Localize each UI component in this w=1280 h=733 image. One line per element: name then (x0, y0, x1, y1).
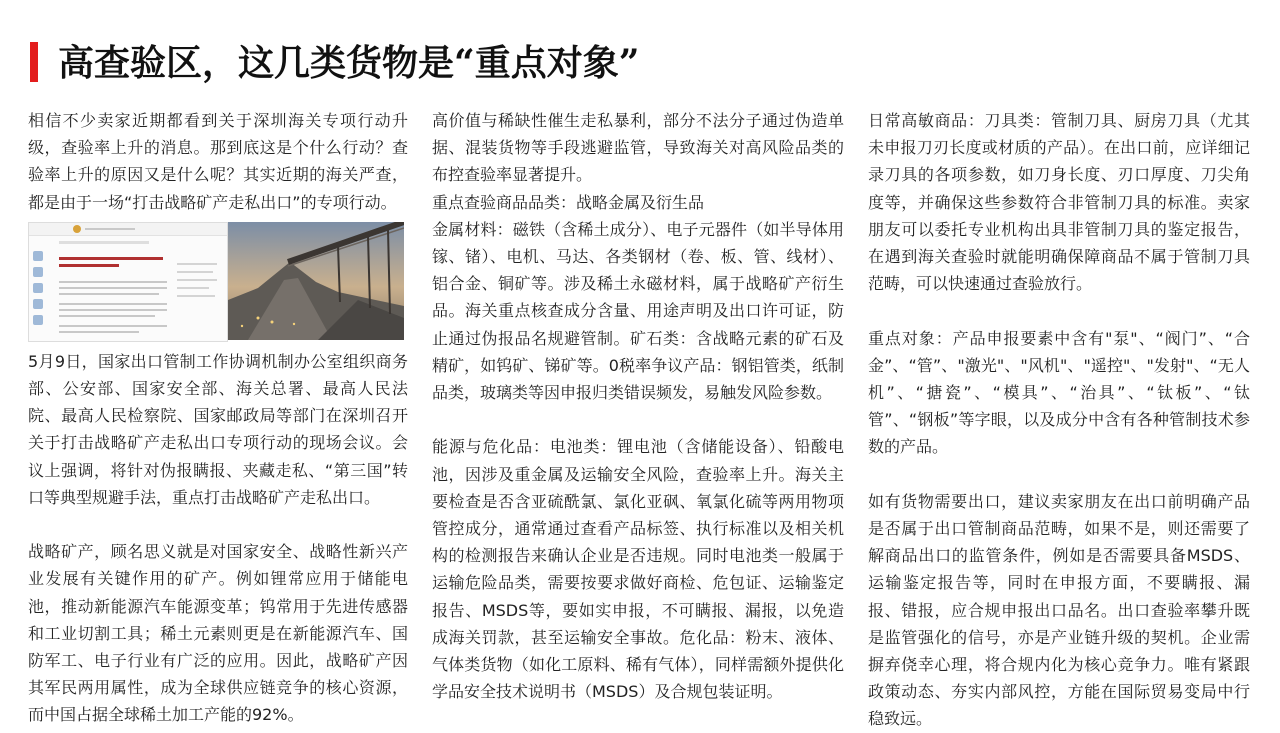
title-accent-bar (30, 42, 38, 82)
paragraph-smuggling: 高价值与稀缺性催生走私暴利，部分不法分子通过伪造单据、混装货物等手段逃避监管，导致海关对高风险品类的布控查验率显著提升。 (432, 111, 844, 185)
share-icons (33, 251, 47, 331)
national-emblem-icon (73, 225, 81, 233)
paragraph-keywords: 重点对象：产品申报要素中含有"泵"、“阀门”、“合金”、“管”、"激光"、"风机"、"遥控"、"发射"、“无人机”、“搪瓷”、“模具”、“治具”、“钛板”、“钛管”、“钢板”等字眼，以及成分中含有各种管制技术参数的产品。 (868, 328, 1250, 457)
mining-site-photo (228, 222, 404, 340)
paragraph-key-categories: 重点查验商品品类：战略金属及衍生品 (432, 192, 705, 212)
article-figure (28, 222, 404, 342)
paragraph-meeting: 5月9日，国家出口管制工作协调机制办公室组织商务部、公安部、国家安全部、海关总署、最高人民法院、最高人民检察院、国家邮政局等部门在深圳召开关于打击战略矿产走私出口专项行动的现场会议。会议上强调，将针对伪报瞒报、夹藏走私、“第三国”转口等典型规避手法，重点打击战略矿产走私出口。 (28, 351, 408, 507)
paragraph-strategic-minerals: 战略矿产，顾名思义就是对国家安全、战略性新兴产业发展有关键作用的矿产。例如锂常应用于储能电池，推动新能源汽车能源变革；钨常用于先进传感器和工业切割工具；稀土元素则更是在新能源汽车、国防军工、电子行业有广泛的应用。因此，战略矿产因其军民两用属性，成为全球供应链竞争的核心资源，而中国占据全球稀土加工产能的92%。 (28, 542, 408, 725)
column-2 (432, 107, 844, 705)
paragraph-metals: 金属材料：磁铁（含稀土成分）、电子元器件（如半导体用镓、锗）、电机、马达、各类钢材（卷、板、管、线材）、铝合金、铜矿等。涉及稀土永磁材料，属于战略矿产衍生品。海关重点核查成分含量、用途声明及出口许可证，防止通过伪报品名规避管制。矿石类：含战略元素的矿石及精矿，如钨矿、锑矿等。0税率争议产品：钢铝管类，纸制品类，玻璃类等因申报归类错误频发，易触发风险参数。 (432, 219, 844, 403)
paragraph-energy-hazmat: 能源与危化品：电池类：锂电池（含储能设备）、铅酸电池，因涉及重金属及运输安全风险，查验率上升。海关主要检查是否含亚硫酰氯、氯化亚砜、氧氯化硫等两用物项管控成分，通常通过查看产品标签、执行标准以及相关机构的检测报告来确认企业是否违规。同时电池类一般属于运输危险品类，需要按要求做好商检、危包证、运输鉴定报告、MSDS等，要如实申报，不可瞒报、漏报，以免造成海关罚款，甚至运输安全事故。危化品：粉末、液体、气体类货物（如化工原料、稀有气体），同样需额外提供化学品安全技术说明书（MSDS）及合规包装证明。 (432, 437, 844, 702)
paragraph-advice: 如有货物需要出口，建议卖家朋友在出口前明确产品是否属于出口管制商品范畴，如果不是，则还需要了解商品出口的监管条件，例如是否需要具备MSDS、运输鉴定报告等，同时在申报方面，不要瞒报、漏报、错报，应合规申报出口品名。出口查验率攀升既是监管强化的信号，亦是产业链升级的契机。企业需摒弃侥幸心理，将合规内化为核心竞争力。唯有紧跟政策动态、夯实内部风控，方能在国际贸易变局中行稳致远。 (868, 491, 1250, 729)
column-1 (28, 107, 408, 729)
paragraph-intro: 相信不少卖家近期都看到关于深圳海关专项行动升级，查验率上升的消息。那到底这是个什么行动？查验率上升的原因又是什么呢？其实近期的海关严查，都是由于一场“打击战略矿产走私出口”的专项行动。 (28, 111, 408, 212)
share-icon (33, 283, 43, 293)
share-icon (33, 315, 43, 325)
paragraph-knives: 日常高敏商品：刀具类：管制刀具、厨房刀具（尤其未申报刀刃长度或材质的产品）。在出口前，应详细记录刀具的各项参数，如刀身长度、刃口厚度、刀尖角度等，并确保这些参数符合非管制刀具的标准。卖家朋友可以委托专业机构出具非管制刀具的鉴定报告，在遇到海关查验时就能明确保障商品不属于管制刀具范畴，可以快速通过查验放行。 (868, 111, 1250, 294)
customs-webpage-screenshot-image (28, 222, 228, 342)
share-icon (33, 267, 43, 277)
page-title: 高查验区，这几类货物是“重点对象” (58, 42, 640, 84)
share-icon (33, 251, 43, 261)
column-3 (868, 107, 1250, 733)
share-icon (33, 299, 43, 309)
